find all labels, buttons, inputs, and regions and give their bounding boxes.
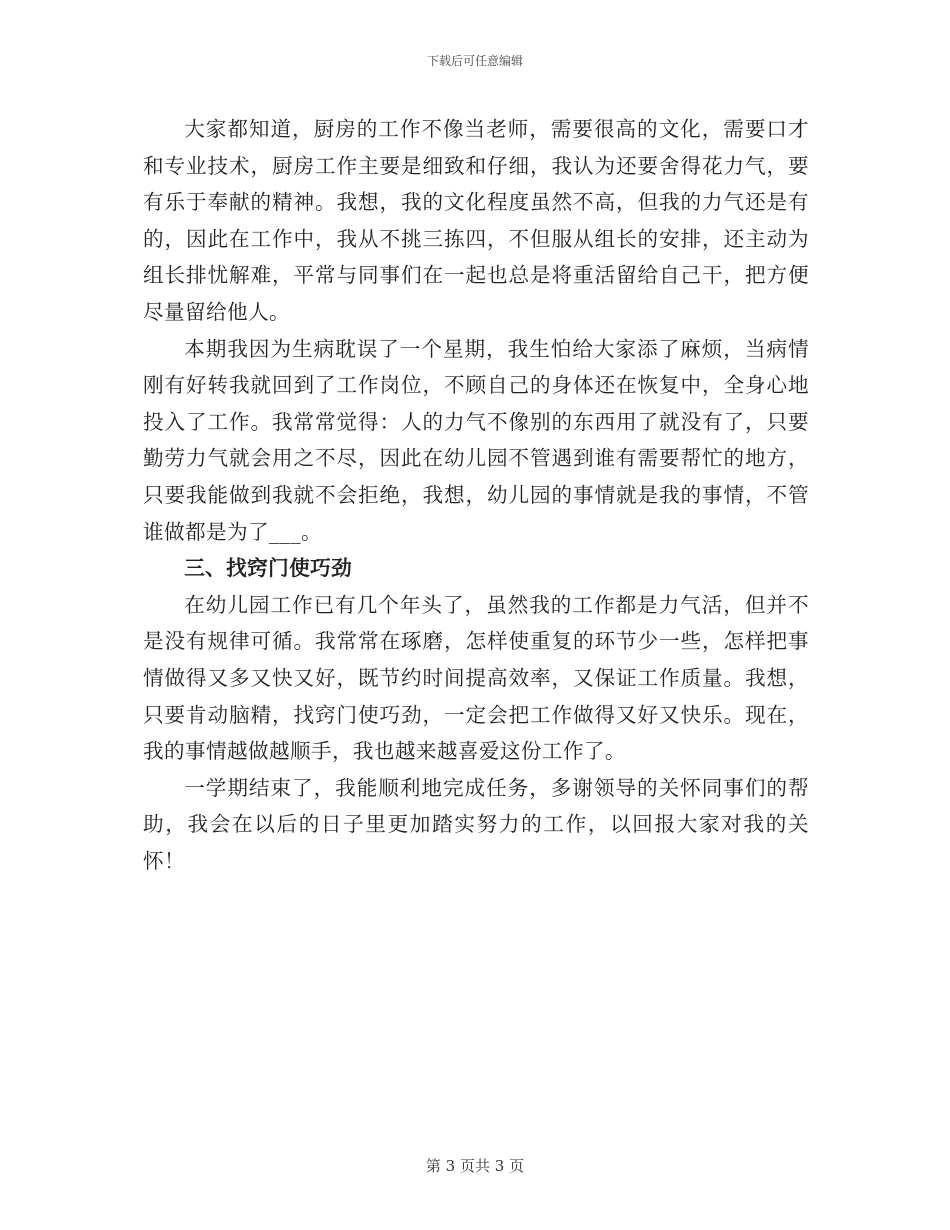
page-footer: 第 3 页共 3 页	[425, 1157, 525, 1175]
paragraph-efficiency: 在幼儿园工作已有几个年头了，虽然我的工作都是力气活，但并不是没有规律可循。我常常在琢磨，怎样使重复的环节少一些，怎样把事情做得又多又快又好，既节约时间提高效率，又保证工作质量。我想，只要肯动脑精，找窍门使巧劲，一定会把工作做得又好又快乐。现在，我的事情越做越顺手，我也越来越喜爱这份工作了。	[143, 592, 809, 764]
section-heading-3: 三、找窍门使巧劲	[184, 556, 353, 581]
paragraph-conclusion: 一学期结束了，我能顺利地完成任务，多谢领导的关怀同事们的帮助，我会在以后的日子里更加踏实努力的工作，以回报大家对我的关怀！	[143, 775, 809, 873]
document-body	[143, 111, 809, 879]
page-header: 下载后可任意编辑	[426, 54, 523, 68]
paragraph-kitchen-work: 大家都知道，厨房的工作不像当老师，需要很高的文化，需要口才和专业技术，厨房工作主要是细致和仔细，我认为还要舍得花力气，要有乐于奉献的精神。我想，我的文化程度虽然不高，但我的力气还是有的，因此在工作中，我从不挑三拣四，不但服从组长的安排，还主动为组长排忧解难，平常与同事们在一起也总是将重活留给自己干，把方便尽量留给他人。	[143, 117, 809, 324]
paragraph-illness: 本期我因为生病耽误了一个星期，我生怕给大家添了麻烦，当病情刚有好转我就回到了工作岗位，不顾自己的身体还在恢复中，全身心地投入了工作。我常常觉得：人的力气不像别的东西用了就没有了，只要勤劳力气就会用之不尽，因此在幼儿园不管遇到谁有需要帮忙的地方，只要我能做到我就不会拒绝，我想，幼儿园的事情就是我的事情，不管谁做都是为了___。	[143, 336, 809, 544]
